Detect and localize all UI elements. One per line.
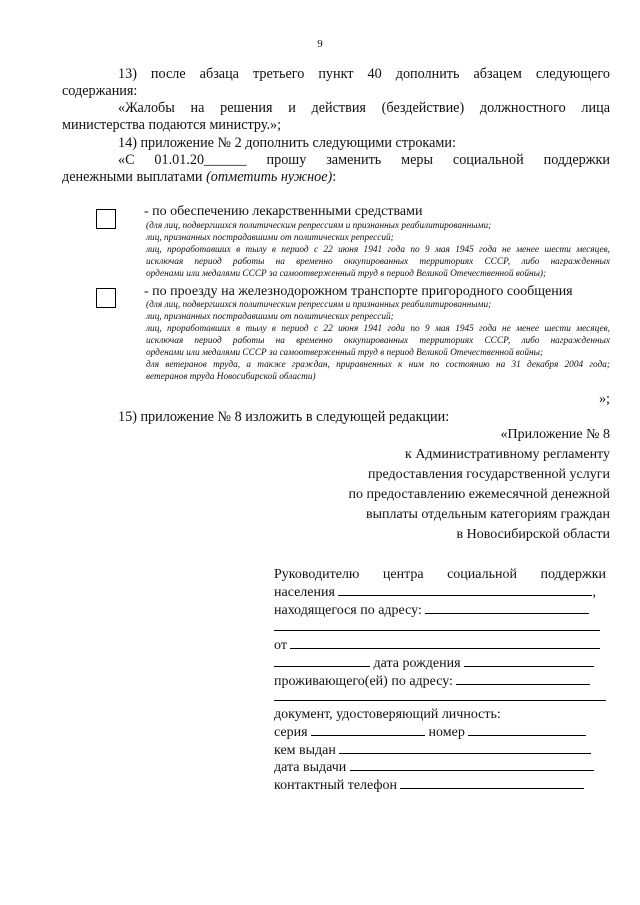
item-13-line1: 13) после абзаца третьего пункт 40 дополнить абзацем следующего [118,66,610,82]
appendix-header-3: предоставления государственной услуги [368,467,610,482]
closing-quote: »; [598,391,610,407]
form-issued-label: кем выдан [274,743,336,758]
center-address-field-2[interactable] [274,630,600,631]
form-phone-label: контактный телефон [274,778,397,793]
option-2-note-7: ветеранов труда Новосибирской области) [146,372,316,382]
option-1-note-4: исключая период работы на временно оккупированных территориях СССР, либо награжденных [146,257,610,267]
option-2-title: - по проезду на железнодорожном транспорте пригородного сообщения [144,284,573,299]
form-series-line [274,723,606,741]
center-address-field[interactable] [425,601,589,614]
form-addressee-label: населения [274,585,335,600]
appendix-header-6: в Новосибирской области [456,527,610,542]
phone-field[interactable] [400,776,584,789]
form-residing-line [274,672,606,690]
form-from-line [274,636,606,654]
issue-date-field[interactable] [350,758,594,771]
residence-address-field[interactable] [456,672,590,685]
form-addressee-line1: Руководителю центра социальной поддержки [274,567,606,582]
quote-2-line1: «С 01.01.20______ прошу заменить меры социальной поддержки [118,152,610,168]
option-1-note-2: лиц, признанных пострадавшими от политических репрессий; [146,233,394,243]
form-comma: , [592,585,596,600]
applicant-name-field-2[interactable] [274,654,370,667]
birth-date-field[interactable] [464,654,594,667]
appendix-header-4: по предоставлению ежемесячной денежной [348,487,610,502]
form-id-document: документ, удостоверяющий личность: [274,707,501,722]
form-located-label: находящегося по адресу: [274,603,422,618]
form-issue-date-label: дата выдачи [274,760,347,775]
appendix-header-2: к Административному регламенту [405,447,610,462]
form-issued-line [274,741,606,759]
quote-2-colon: : [332,169,337,185]
quote-2-line2 [62,169,336,186]
quote-2-italic: (отметить нужное) [206,169,333,185]
page-number: 9 [317,38,323,50]
form-from-label: от [274,638,287,653]
option-2-note-5: орденами или медалями СССР за самоотверженный труд в период Великой Отечественной войны; [146,348,544,358]
form-birth-label: дата рождения [373,656,461,671]
option-2-note-6: для ветеранов труда, а также граждан, приравненных к ним по состоянию на 31 декабря 2004 года; [146,360,610,370]
appendix-header-5: выплаты отдельным категориям граждан [365,507,610,522]
option-1-note-3: лиц, проработавших в тылу в период с 22 июня 1941 года по 9 мая 1945 года не менее шести месяцев, [146,245,610,255]
form-issue-date-line [274,758,606,776]
series-field[interactable] [311,723,425,736]
option-2-checkbox[interactable] [96,288,116,308]
quote-1-line2: министерства подаются министру.»; [62,117,282,133]
option-1-checkbox[interactable] [96,209,116,229]
item-15: 15) приложение № 8 изложить в следующей редакции: [118,409,450,425]
option-2-note-1: (для лиц, подвергшихся политическим репрессиям и признанных реабилитированными; [146,300,492,310]
item-14: 14) приложение № 2 дополнить следующими строками: [118,135,456,151]
applicant-name-field[interactable] [290,636,600,649]
option-1-note-1: (для лиц, подвергшихся политическим репрессиям и признанных реабилитированными; [146,221,492,231]
quote-2-text: денежными выплатами [62,169,203,185]
form-addressee-line2 [274,583,606,601]
form-number-label: номер [428,725,465,740]
population-center-field[interactable] [338,583,592,596]
quote-1-line1: «Жалобы на решения и действия (бездействие) должностного лица [118,100,610,116]
item-13-line2: содержания: [62,83,138,99]
appendix-header-1: «Приложение № 8 [500,427,610,442]
form-located-line [274,601,606,619]
issued-by-field[interactable] [339,741,591,754]
form-phone-line [274,776,606,794]
number-field[interactable] [468,723,586,736]
form-birth-line [274,654,606,672]
option-2-note-2: лиц, признанных пострадавшими от политических репрессий; [146,312,394,322]
form-residing-label: проживающего(ей) по адресу: [274,674,453,689]
option-1-title: - по обеспечению лекарственными средствами [144,204,423,219]
residence-address-field-2[interactable] [274,700,606,701]
form-series-label: серия [274,725,308,740]
option-2-note-3: лиц, проработавших в тылу в период с 22 июня 1941 года по 9 мая 1945 года не менее шести месяцев, [146,324,610,334]
option-1-note-5: орденами или медалями СССР за самоотверженный труд в период Великой Отечественной войны); [146,269,547,279]
option-2-note-4: исключая период работы на временно оккупированных территориях СССР, либо награжденных [146,336,610,346]
